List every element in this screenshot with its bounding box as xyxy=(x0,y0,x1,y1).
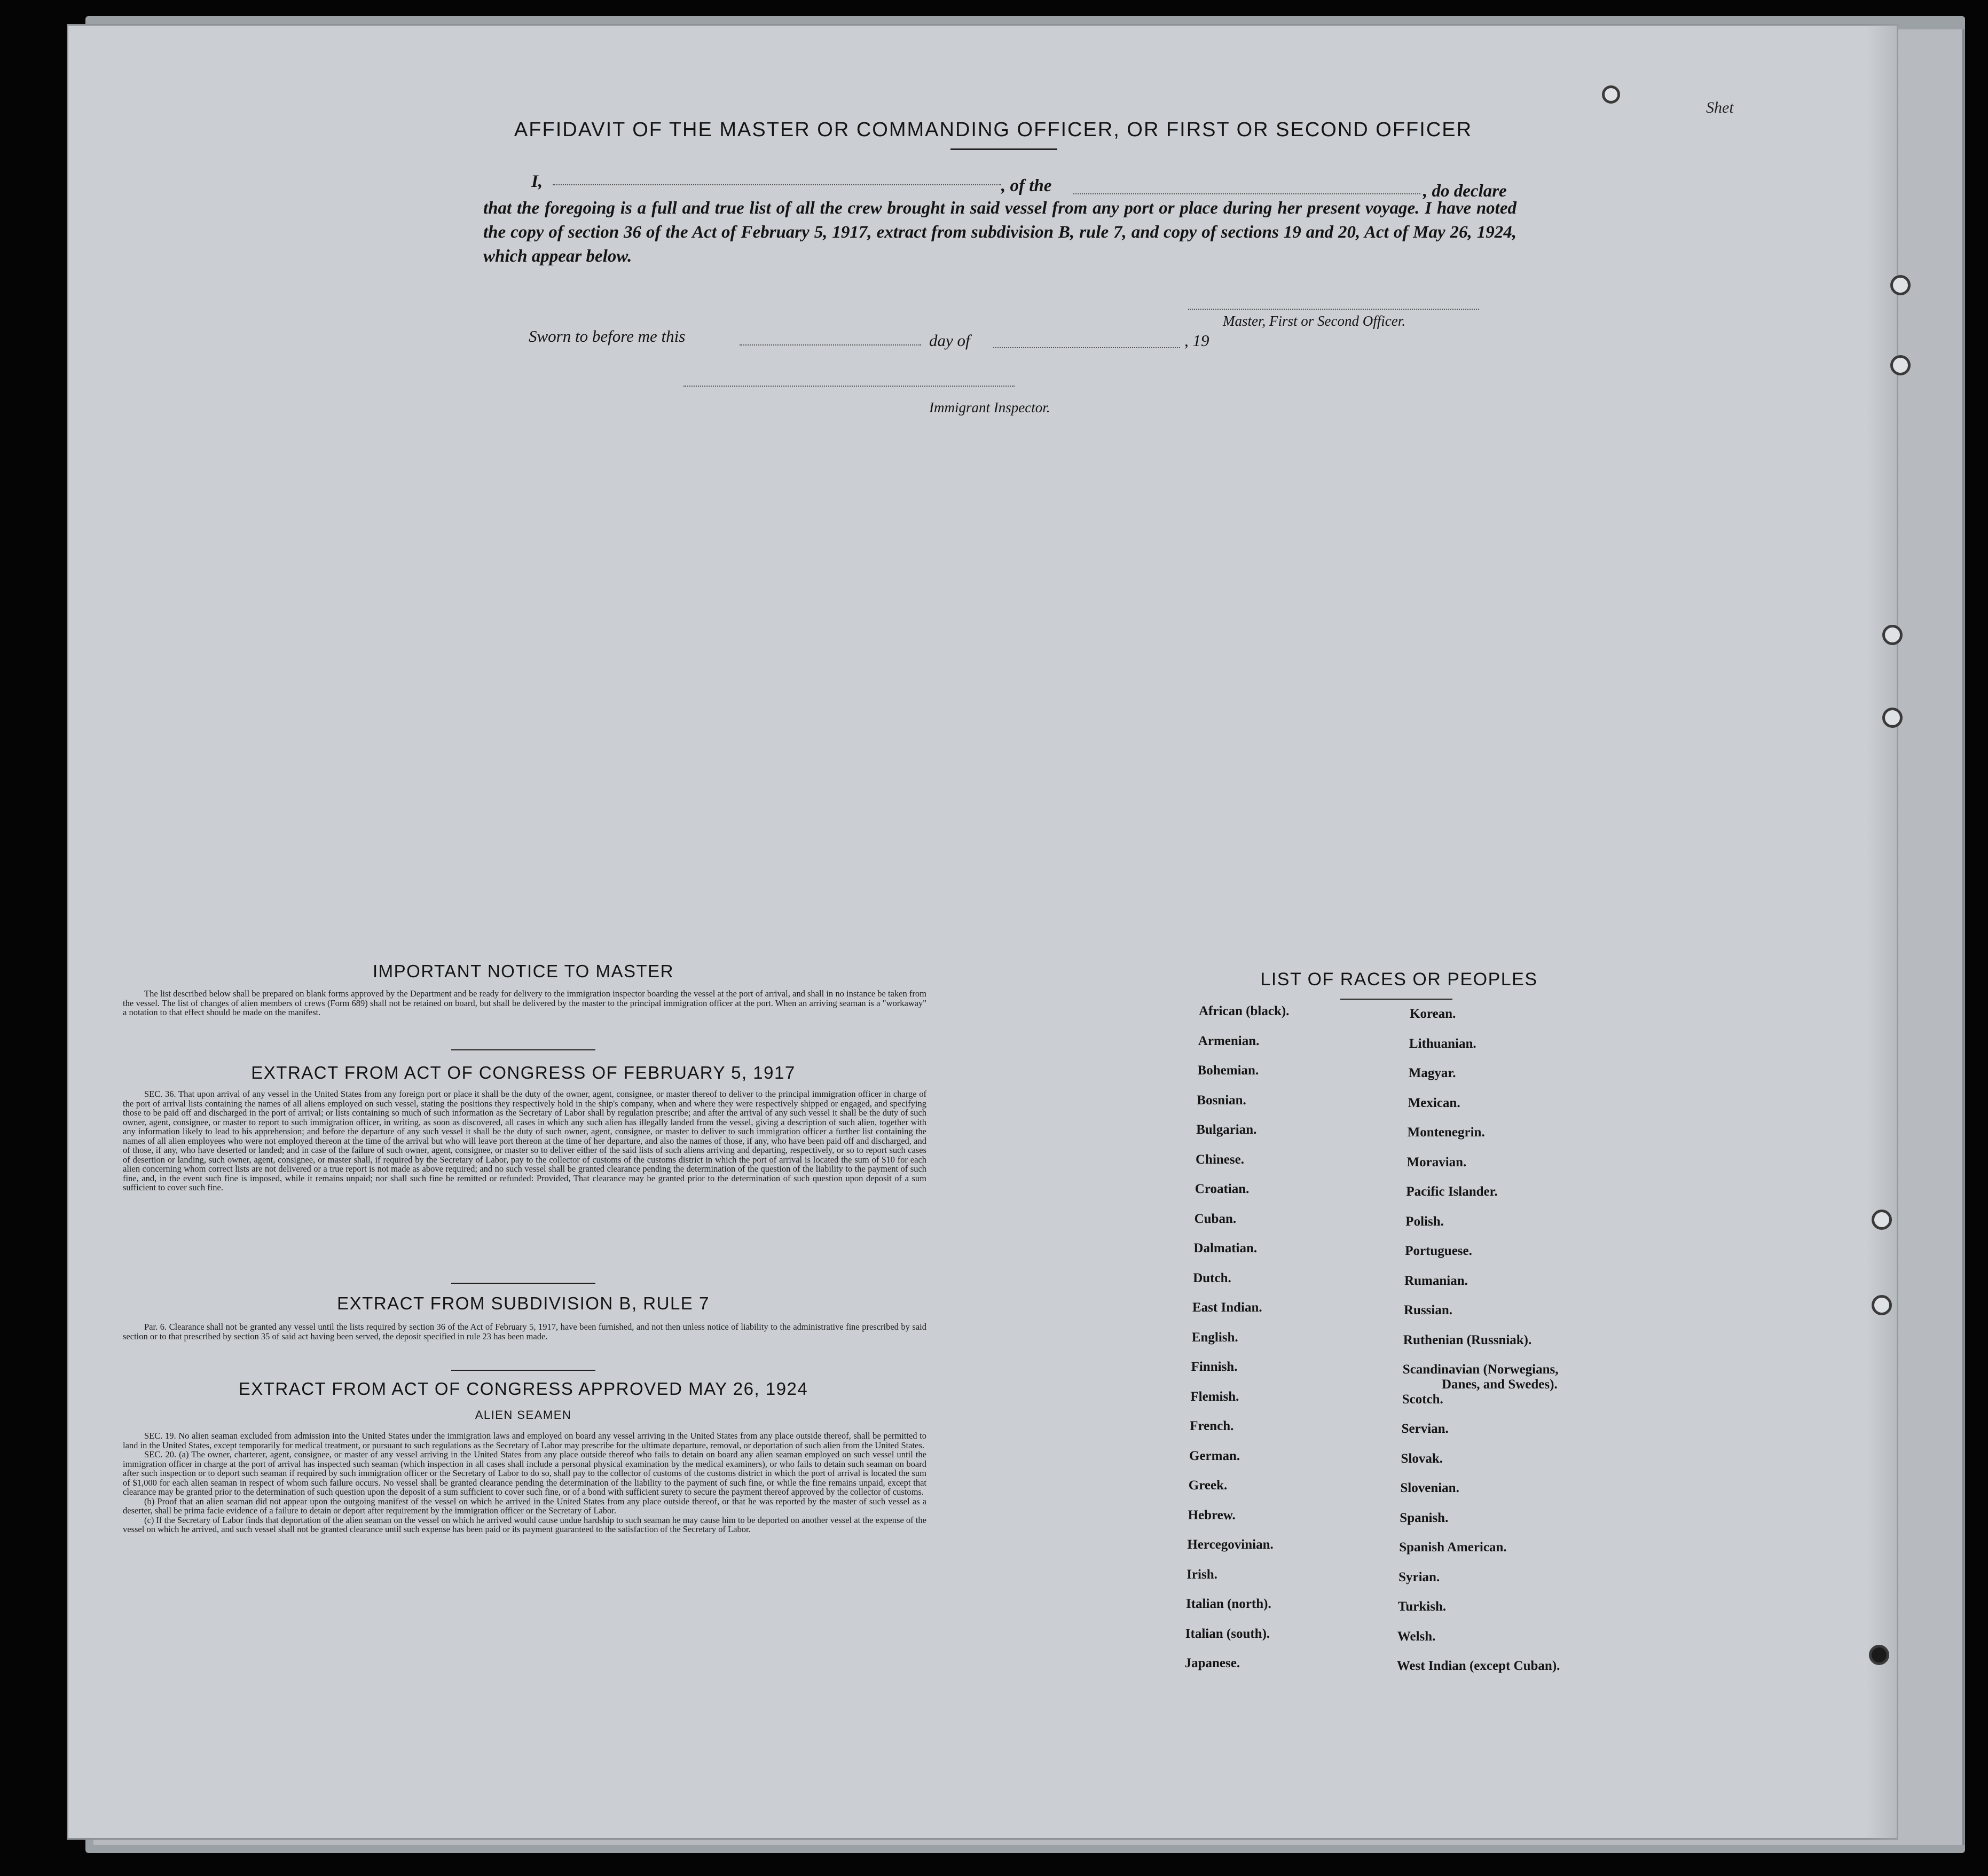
sworn-label: Sworn to before me this xyxy=(529,327,686,346)
race-item: West Indian (except Cuban). xyxy=(1396,1659,1560,1673)
race-item: Chinese. xyxy=(1196,1152,1244,1167)
race-item: Turkish. xyxy=(1398,1599,1447,1614)
affidavit-title: AFFIDAVIT OF THE MASTER OR COMMANDING OFFICER, OR FIRST OR SECOND OFFICER xyxy=(514,119,1473,141)
race-item: Spanish. xyxy=(1400,1510,1449,1525)
race-item: Hebrew. xyxy=(1188,1508,1236,1522)
alien-seamen-subheading: ALIEN SEAMEN xyxy=(475,1408,572,1422)
binder-hole-1 xyxy=(1890,275,1911,295)
race-item: Lithuanian. xyxy=(1409,1036,1476,1051)
extract-1917-heading: EXTRACT FROM ACT OF CONGRESS OF FEBRUARY 5, 1917 xyxy=(251,1063,796,1082)
divider-2 xyxy=(451,1283,595,1284)
race-item: Servian. xyxy=(1401,1422,1449,1436)
decl-of-the: , of the xyxy=(1001,176,1052,195)
sec-20b-text: (b) Proof that an alien seaman did not appear upon the outgoing manifest of the vessel on which he arrived in the United States from any place outside thereof, or that he was reported by the master of such vessel as a deserter, shall be prima facie evidence of a failure to detain or deport after requirement by the immigration officer or the Secretary of Labor. xyxy=(123,1496,926,1516)
notice-text: The list described below shall be prepared on blank forms approved by the Department and be ready for delivery to the immigration inspector boarding the vessel at the port of arrival, and shall in no instance be taken from the vessel. The list of changes of alien members of crews (Form 689) shall not be retained on board, but shall be delivered by the master to the principal immigration officer at the port. When an arriving seaman is a "workaway" a notation to that effect should be made on the manifest. xyxy=(123,988,926,1017)
race-item: Finnish. xyxy=(1191,1360,1238,1374)
race-item: Dalmatian. xyxy=(1193,1241,1258,1255)
binder-hole-2 xyxy=(1890,355,1911,375)
extract-rule7-text: Par. 6. Clearance shall not be granted any vessel until the lists required by section 36 of the Act of February 5, 1917, have been furnished, and not then unless notice of liability to the administrative fine prescribed by said section or to that prescribed by section 35 of said act having been served, the deposit specified in rule 23 has been made. xyxy=(123,1322,926,1341)
race-item: Magyar. xyxy=(1408,1066,1456,1080)
race-item: Portuguese. xyxy=(1405,1244,1472,1258)
inspector-signature-field[interactable] xyxy=(683,386,1015,387)
inspector-label: Immigrant Inspector. xyxy=(929,399,1050,415)
race-item: French. xyxy=(1190,1419,1234,1433)
binder-hole-6 xyxy=(1872,1295,1892,1315)
race-item: Syrian. xyxy=(1398,1569,1440,1584)
race-item: Ruthenian (Russniak). xyxy=(1403,1332,1532,1347)
race-item: Slovak. xyxy=(1401,1451,1443,1466)
declaration-text: that the foregoing is a full and true list of all the crew brought in said vessel from any port or place during her present voyage. I have noted the copy of section 36 of the Act of February 5, 1917, extract from subdivision B, rule 7, and copy of sections 19 and 20, Act of May 26, 1924, which appear below. xyxy=(483,199,1516,266)
sec-19-text: SEC. 19. No alien seaman excluded from admission into the United States under the immigration laws and employed on board any vessel arriving in the United States from any place outside thereof, shall be permitted to land in the United States, except temporarily for medical treatment, or pursuant to such regulations as the Secretary of Labor may prescribe for the ultimate departure, removal, or deportation of such alien from the United States. xyxy=(123,1431,926,1450)
race-item: English. xyxy=(1191,1330,1238,1345)
race-item: Greek. xyxy=(1188,1478,1228,1493)
race-item: Hercegovinian. xyxy=(1187,1537,1274,1552)
race-item: Scandinavian (Norwegians, xyxy=(1402,1362,1559,1377)
race-item: African (black). xyxy=(1199,1004,1290,1018)
race-item: Japanese. xyxy=(1184,1656,1240,1670)
race-item: Moravian. xyxy=(1406,1155,1467,1169)
race-item: Russian. xyxy=(1404,1303,1453,1317)
master-signature-field[interactable] xyxy=(1188,309,1479,310)
sec-20c-text: (c) If the Secretary of Labor finds that deportation of the alien seaman on the vessel on which he arrived would cause undue hardship to such seaman he may cause him to be deported on another vessel at the expense of the vessel on which he arrived, and such vessel shall not be granted clearance until such expense has been paid or its payment guaranteed to the satisfaction of the Secretary of Labor. xyxy=(123,1514,926,1534)
race-item: Polish. xyxy=(1405,1214,1444,1229)
race-item: Spanish American. xyxy=(1399,1540,1507,1555)
race-item: Flemish. xyxy=(1190,1389,1239,1404)
decl-i: I, xyxy=(531,172,543,191)
race-item: Korean. xyxy=(1410,1007,1456,1021)
race-item: East Indian. xyxy=(1192,1300,1262,1315)
race-item: Irish. xyxy=(1186,1567,1217,1582)
extract-1924-text xyxy=(123,1431,926,1534)
race-item: Rumanian. xyxy=(1404,1273,1468,1288)
race-item: Slovenian. xyxy=(1400,1481,1459,1495)
race-item: Italian (south). xyxy=(1185,1626,1270,1641)
race-item: German. xyxy=(1189,1448,1240,1463)
title-underline xyxy=(950,148,1057,150)
sec-20a-text: SEC. 20. (a) The owner, charterer, agent, consignee, or master of any vessel arriving in the United States from any place outside thereof who fails to detain on board any alien seaman employed on such vessel until the immigration officer in charge at the port of arrival has inspected such seaman (which inspection in all cases shall include a personal physical examination by the medical examiners), or who fails to detain such seaman on board after such inspection or to deport such seaman if required by such immigration officer or the Secretary of Labor to do so, shall pay to the collector of customs of the customs district in which the port of arrival is located the sum of $1,000 for each alien seaman in respect of whom such failure occurs. No vessel shall be granted clearance pending the determination of the liability to the payment of such fine, or while the fine remains unpaid, except that clearance may be granted prior to the determination of such question upon the deposit of a sum sufficient to cover such fine, or of a bond with sufficient surety to secure the payment thereof approved by the collector of customs. xyxy=(123,1449,926,1497)
day-of-label: day of xyxy=(929,331,970,350)
races-underline xyxy=(1340,999,1452,1000)
master-signature-label: Master, First or Second Officer. xyxy=(1223,313,1405,329)
race-item: Dutch. xyxy=(1193,1270,1231,1285)
vessel-field[interactable] xyxy=(1073,193,1420,194)
race-item: Bosnian. xyxy=(1197,1093,1246,1108)
notice-heading: IMPORTANT NOTICE TO MASTER xyxy=(372,961,674,981)
race-item: Croatian. xyxy=(1195,1182,1250,1196)
binder-hole-3 xyxy=(1882,625,1903,645)
year-prefix: , 19 xyxy=(1184,331,1209,350)
race-item: Danes, and Swedes). xyxy=(1442,1377,1558,1392)
extract-1917-text: SEC. 36. That upon arrival of any vessel in the United States from any foreign port or place it shall be the duty of the owner, agent, consignee, or master thereof to deliver to the principal immigration officer in charge of the port of arrival lists containing the names of all aliens employed on such vessel, stating the positions they respectively hold in the ship's company, when and where they were respectively shipped or engaged, and specifying those to be paid off and discharged in the port of arrival; or lists containing so much of such information as the Secretary of Labor shall by regulation prescribe; and after the arrival of any such vessel it shall be the duty of such owner, agent, consignee, or master to report to such immigration officer, in writing, as soon as discovered, all cases in which any such alien has illegally landed from the vessel, giving a description of such alien, together with any information likely to lead to his apprehension; and before the departure of any such vessel it shall be the duty of such owner, agent, consignee, or master to deliver to such immigration officer a further list containing the names of all alien employees who were not employed thereon at the time of the arrival but who will leave port thereon at the time of her departure, and also the names of those, if any, who have been paid off and discharged, and of those, if any, who have deserted or landed; and in case of the failure of such owner, agent, consignee, or master so to deliver either of the said lists of such aliens arriving and departing, respectively, or so to report such cases of desertion or landing, such owner, agent, consignee, or master shall, if required by the Secretary of Labor, pay to the collector of customs of the customs district in which the port of arrival is located the sum of $10 for each alien concerning whom correct lists are not delivered or a true report is not made as above required; and no such vessel shall be granted clearance pending the determination of the question of the liability to the payment of such fine, and, in the event such fine is imposed, while it remains unpaid; nor shall such fine be remitted or refunded: Provided, That clearance may be granted prior to the determination of such question upon deposit of a sum sufficient to cover such fine. xyxy=(123,1089,926,1192)
race-item: Montenegrin. xyxy=(1407,1125,1485,1140)
extract-1924-heading: EXTRACT FROM ACT OF CONGRESS APPROVED MAY 26, 1924 xyxy=(238,1379,808,1399)
races-heading: LIST OF RACES OR PEOPLES xyxy=(1260,969,1538,990)
extract-rule7-heading: EXTRACT FROM SUBDIVISION B, RULE 7 xyxy=(337,1293,710,1313)
sworn-day-field[interactable] xyxy=(740,344,921,346)
binder-hole-5 xyxy=(1872,1210,1892,1230)
race-item: Welsh. xyxy=(1397,1629,1436,1644)
divider-1 xyxy=(451,1049,595,1050)
name-field[interactable] xyxy=(553,184,1001,185)
binder-hole-top xyxy=(1602,85,1620,104)
sworn-month-field[interactable] xyxy=(993,347,1180,348)
corner-annotation: Shet xyxy=(1706,99,1734,116)
manifest-page xyxy=(67,24,1898,1840)
race-item: Cuban. xyxy=(1194,1211,1237,1226)
race-item: Italian (north). xyxy=(1186,1597,1271,1611)
race-item: Bulgarian. xyxy=(1196,1123,1257,1137)
binder-hole-7 xyxy=(1869,1645,1889,1665)
race-item: Pacific Islander. xyxy=(1406,1184,1498,1199)
race-item: Mexican. xyxy=(1408,1095,1460,1110)
divider-3 xyxy=(451,1370,595,1371)
binder-hole-4 xyxy=(1882,708,1903,728)
decl-do-declare: , do declare xyxy=(1423,182,1507,201)
race-item: Armenian. xyxy=(1198,1033,1260,1048)
race-item: Bohemian. xyxy=(1197,1063,1259,1078)
race-item: Scotch. xyxy=(1402,1392,1443,1407)
